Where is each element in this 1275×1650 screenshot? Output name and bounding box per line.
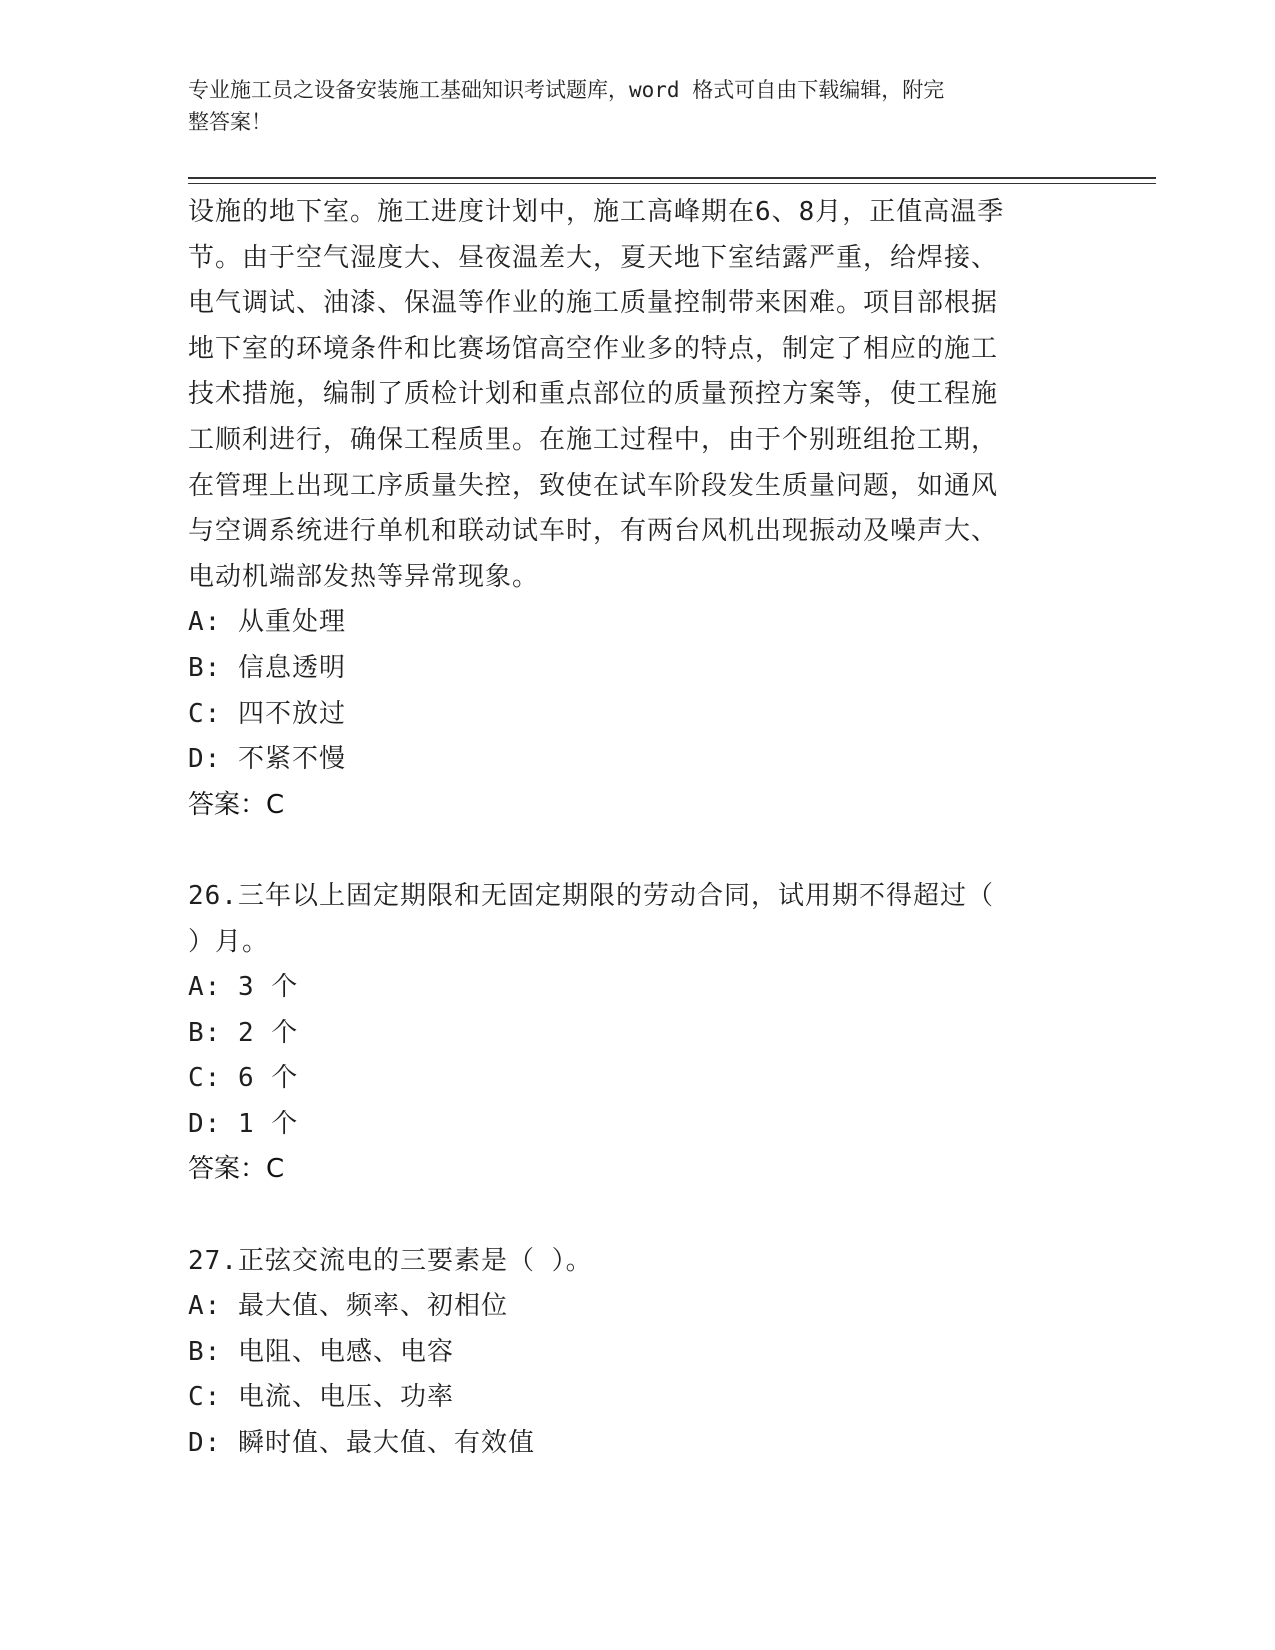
- answer-line: 答案：C: [188, 789, 285, 820]
- question-26: [188, 874, 1088, 1193]
- option-c: C: 电流、电压、功率: [188, 1382, 454, 1413]
- question-stem-line: 节。由于空气湿度大、昼夜温差大，夏天地下室结露严重，给焊接、: [188, 242, 999, 273]
- option-c: C: 6 个: [188, 1063, 299, 1094]
- question-stem-line: 与空调系统进行单机和联动试车时，有两台风机出现振动及噪声大、: [188, 516, 999, 547]
- question-27: [188, 1239, 1088, 1467]
- spacer: [188, 1193, 1088, 1239]
- option-d: D: 瞬时值、最大值、有效值: [188, 1428, 535, 1459]
- question-stem-line: 27.正弦交流电的三要素是（ ）。: [188, 1245, 593, 1276]
- question-stem-line: 26.三年以上固定期限和无固定期限的劳动合同，试用期不得超过（: [188, 880, 994, 911]
- option-b: B: 信息透明: [188, 652, 346, 683]
- header-line-1: 专业施工员之设备安装施工基础知识考试题库，word 格式可自由下载编辑，附完: [188, 78, 945, 102]
- header-rule-top: [188, 177, 1156, 179]
- question-stem-line: 在管理上出现工序质量失控，致使在试车阶段发生质量问题，如通风: [188, 470, 999, 501]
- header-line-2: 整答案！: [188, 110, 272, 134]
- header-rule-bottom: [188, 183, 1156, 184]
- question-content: [188, 190, 1088, 1467]
- option-a: A: 最大值、频率、初相位: [188, 1291, 508, 1322]
- question-stem-line: 地下室的环境条件和比赛场馆高空作业多的特点，制定了相应的施工: [188, 333, 999, 364]
- question-stem-line: 电动机端部发热等异常现象。: [188, 561, 540, 592]
- document-header: [188, 74, 1068, 138]
- option-d: D: 1 个: [188, 1108, 299, 1139]
- spacer: [188, 828, 1088, 874]
- option-c: C: 四不放过: [188, 698, 346, 729]
- option-a: A: 3 个: [188, 972, 299, 1003]
- option-b: B: 电阻、电感、电容: [188, 1336, 454, 1367]
- question-25: [188, 190, 1088, 828]
- answer-line: 答案：C: [188, 1154, 285, 1185]
- question-stem-line: 技术措施，编制了质检计划和重点部位的质量预控方案等，使工程施: [188, 379, 999, 410]
- option-a: A: 从重处理: [188, 607, 346, 638]
- option-d: D: 不紧不慢: [188, 744, 346, 775]
- question-stem-line: 设施的地下室。施工进度计划中，施工高峰期在6、8月，正值高温季: [188, 197, 1005, 227]
- question-stem-line: 工顺利进行，确保工程质里。在施工过程中，由于个别班组抢工期，: [188, 424, 999, 455]
- option-b: B: 2 个: [188, 1017, 299, 1048]
- question-stem-line: ）月。: [188, 926, 270, 957]
- question-stem-line: 电气调试、油漆、保温等作业的施工质量控制带来困难。项目部根据: [188, 288, 999, 319]
